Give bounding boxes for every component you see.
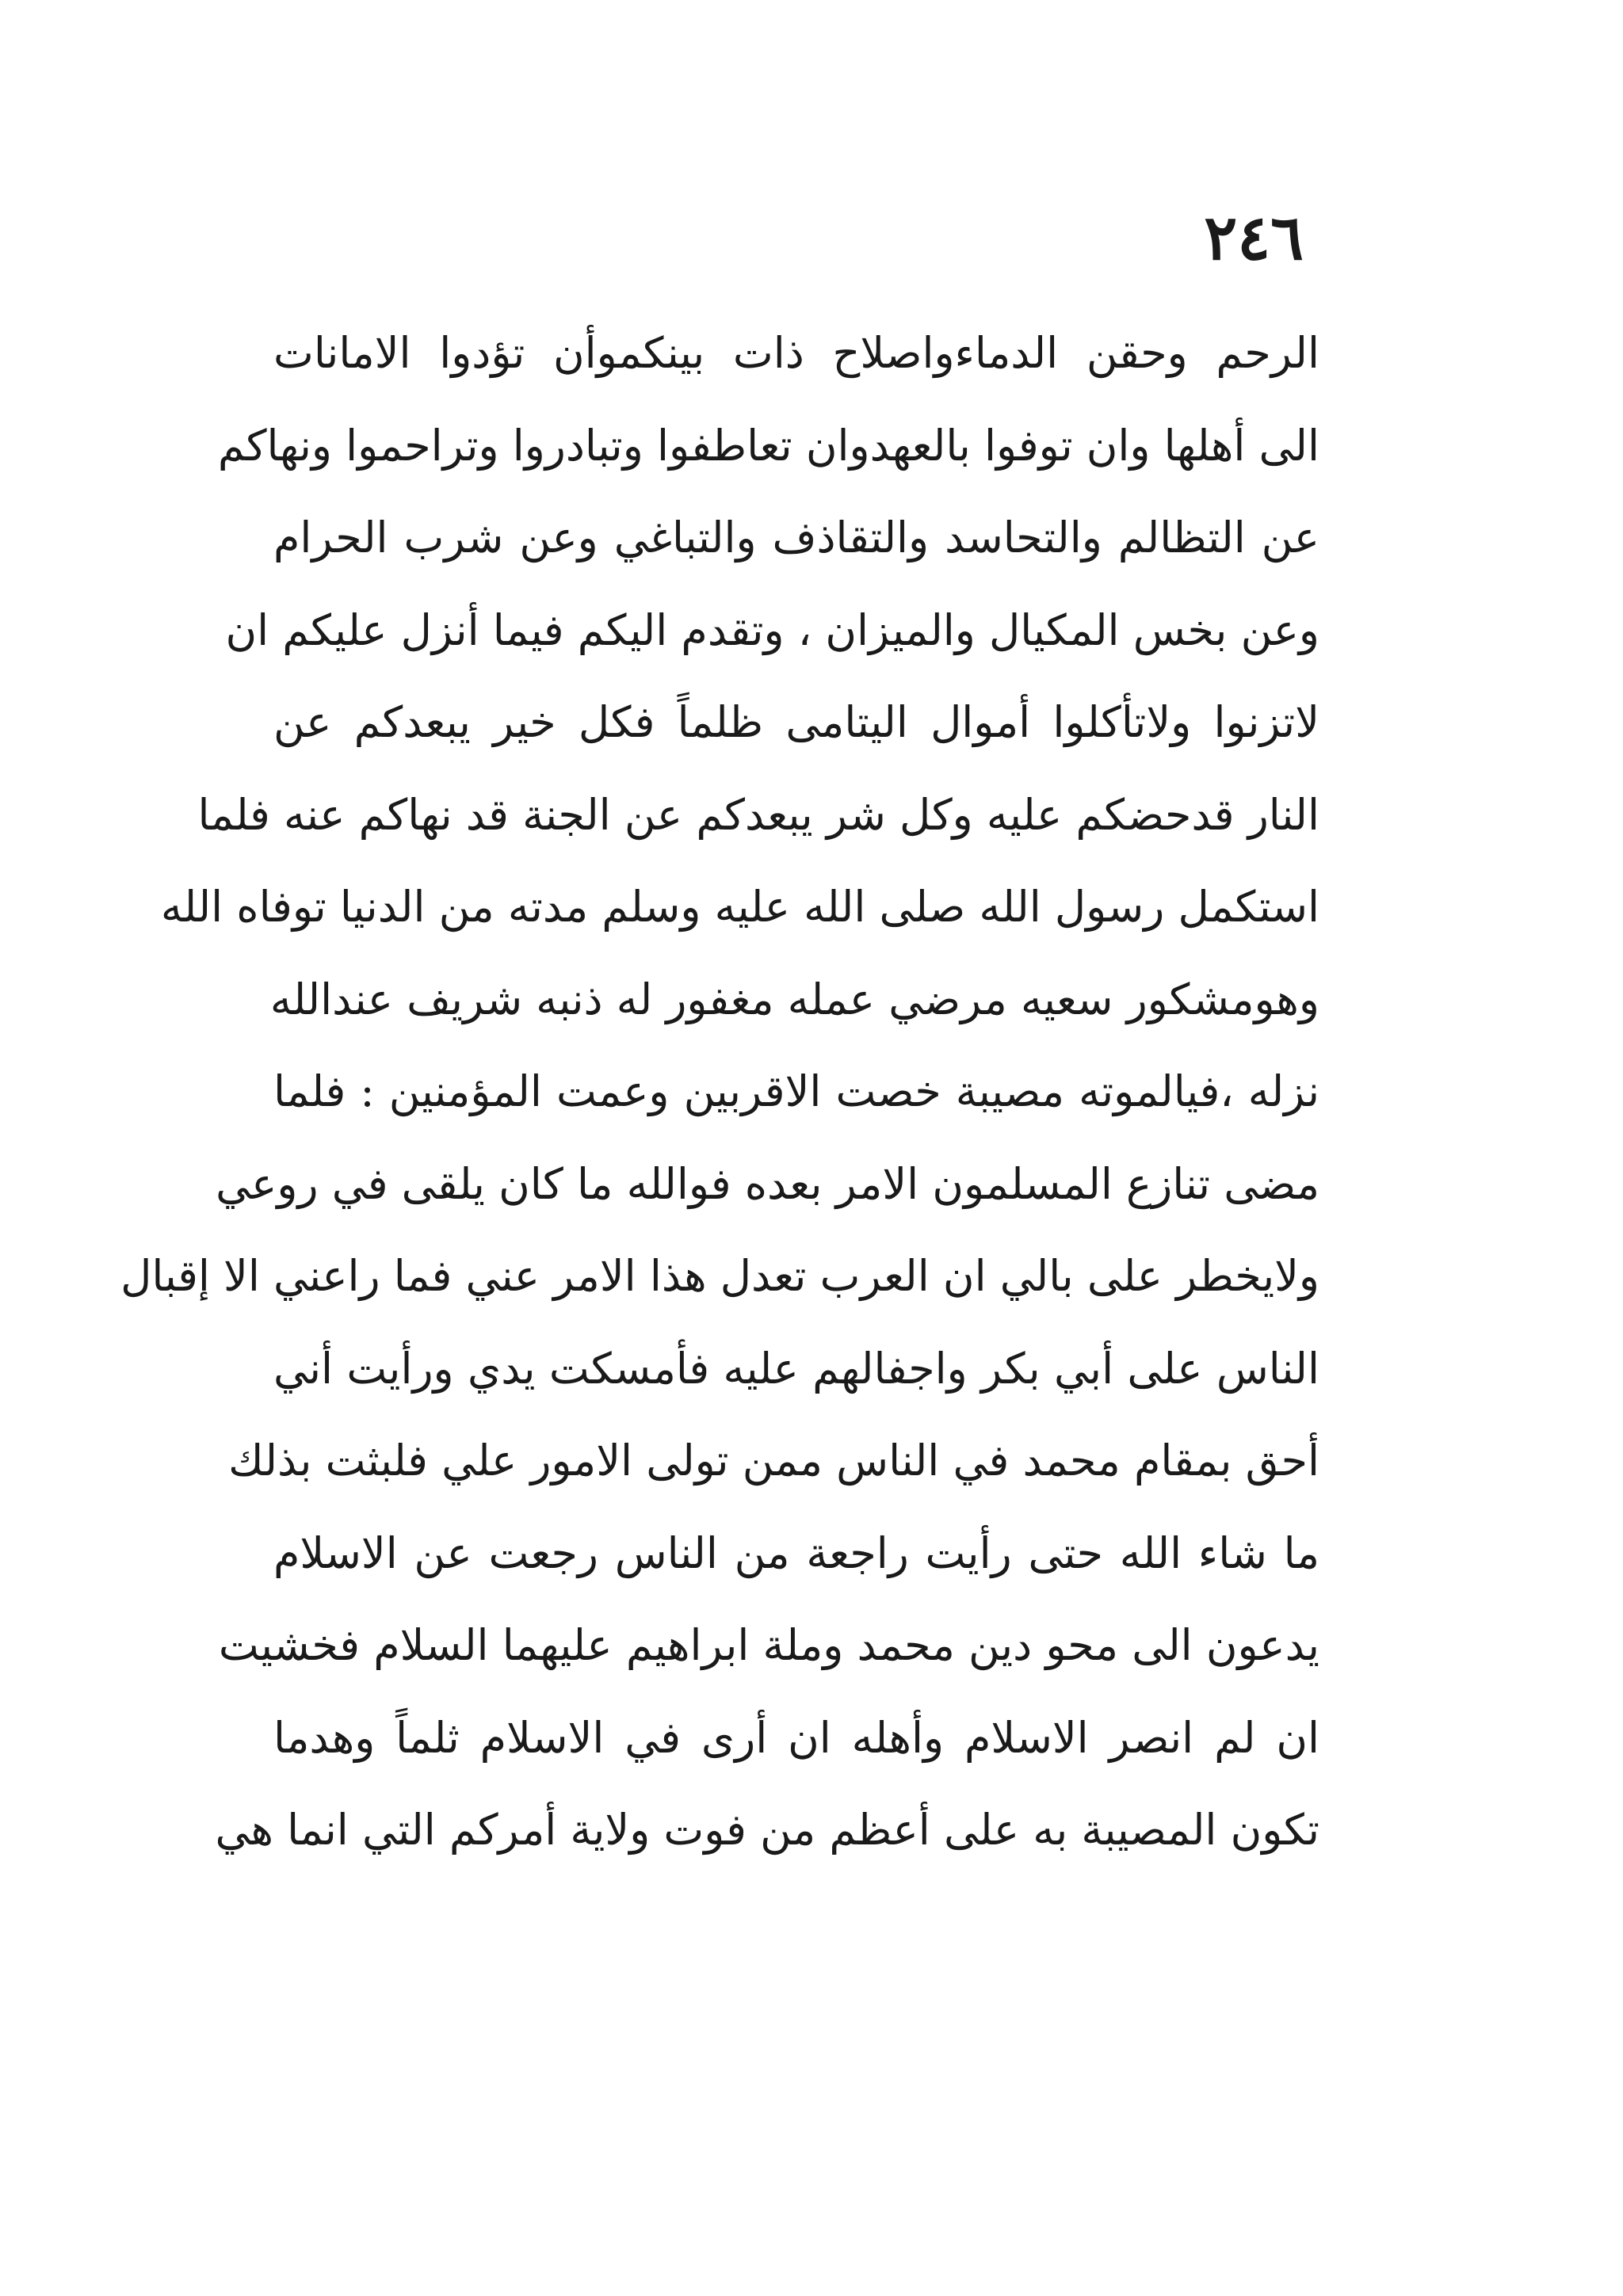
text-line: وهومشكور سعيه مرضي عمله مغفور له ذنبه شريف عندالله [269,974,1319,1024]
text-line: ان لم انصر الاسلام وأهله ان أرى في الاسلام ثلماً وهدما [273,1712,1319,1763]
body-text [120,307,1319,1877]
text-line: مضى تنازع المسلمون الامر بعده فوالله ما كان يلقى في روعي [216,1158,1319,1209]
text-line: النار قدحضكم عليه وكل شر يبعدكم عن الجنة قد نهاكم عنه فلما [197,789,1319,840]
text-line: لاتزنوا ولاتأكلوا أموال اليتامى ظلماً فكل خير يبعدكم عن [273,697,1319,747]
text-line: يدعون الى محو دين محمد وملة ابراهيم عليهما السلام فخشيت [218,1620,1319,1670]
text-line: ولايخطر على بالي ان العرب تعدل هذا الامر عني فما راعني الا إقبال [120,1251,1319,1301]
page-number: ٢٤٦ [1204,202,1304,274]
text-line: الرحم وحقن الدماءواصلاح ذات بينكموأن تؤدوا الامانات [273,328,1319,378]
text-line: الى أهلها وان توفوا بالعهدوان تعاطفوا وتبادروا وتراحموا ونهاكم [217,420,1319,471]
text-line: عن التظالم والتحاسد والتقاذف والتباغي وعن شرب الحرام [273,513,1319,563]
text-line: الناس على أبي بكر واجفالهم عليه فأمسكت يدي ورأيت أني [273,1343,1319,1394]
text-line: نزله ،فيالموته مصيبة خصت الاقربين وعمت المؤمنين : فلما [273,1066,1319,1116]
text-line: تكون المصيبة به على أعظم من فوت ولاية أمركم التي انما هي [215,1805,1319,1855]
text-line: ما شاء الله حتى رأيت راجعة من الناس رجعت عن الاسلام [273,1527,1319,1578]
text-line: وعن بخس المكيال والميزان ، وتقدم اليكم فيما أنزل عليكم ان [225,605,1319,655]
text-line: أحق بمقام محمد في الناس ممن تولى الامور علي فلبثت بذلك [228,1436,1319,1486]
text-line: استكمل رسول الله صلى الله عليه وسلم مدته من الدنيا توفاه الله [160,882,1319,932]
